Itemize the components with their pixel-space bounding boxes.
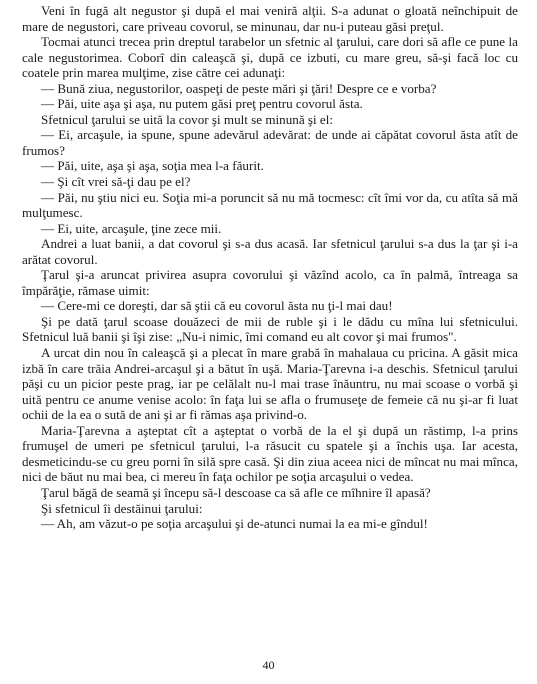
paragraph: — Ei, uite, arcaşule, ţine zece mii. — [41, 220, 222, 236]
paragraph: — Ei, arcaşule, ia spune, spune adevărul adevărat: de unde ai căpătat covorul ăsta atît de frumos? — [22, 127, 518, 158]
paragraph: Andrei a luat banii, a dat covorul şi s-a dus acasă. Iar sfetnicul ţarului s-a dus la ţar şi i-a arătat covorul. — [22, 236, 518, 267]
paragraph: — Păi, nu ştiu nici eu. Soţia mi-a poruncit să nu mă tocmesc: cît îmi vor da, cu atîta să mă mulţumesc. — [22, 189, 518, 221]
paragraph: Ţarul şi-a aruncat privirea asupra covorului şi văzînd acolo, ca în palmă, întreaga sa împărăţie, rămase uimit: — [22, 267, 518, 298]
paragraph: A urcat din nou în caleaşcă şi a plecat în mare grabă în mahalaua cu pricina. A găsit mica izbă în care trăia Andrei-arcaşul şi a bătut în uşă. Maria-Ţarevna i-a deschis. Sfetnicul ţarului păşi cu un picior peste prag, iar pe celălalt nu-l mai trase înăuntru, nu mai scoase o vorbă şi uită pentru ce anume venise acolo: în faţa lui se afla o frumuseţe de femeie că nu şi-ar fi luat ochii de la ea o sută de ani şi ar fi rămas aşa privind-o. — [22, 345, 518, 423]
paragraph: — Cere-mi ce doreşti, dar să ştii că eu covorul ăsta nu ţi-l mai dau! — [41, 298, 393, 314]
paragraph: — Păi, uite, aşa şi aşa, soţia mea l-a făurit. — [41, 158, 264, 174]
page-number: 40 — [262, 658, 275, 672]
paragraph: Şi pe dată ţarul scoase douăzeci de mii de ruble şi i le dădu cu mîna lui sfetnicului. Sfetnicul luă banii şi îşi zise: „Nu-i nimic, îmi comand eu alt covor şi mai frumos". — [22, 313, 518, 345]
paragraph: Sfetnicul ţarului se uită la covor şi mult se minună şi el: — [41, 111, 334, 127]
paragraph: Tocmai atunci trecea prin dreptul tarabelor un sfetnic al ţarului, care dori să afle ce pune la cale negustorimea. Coborî din caleaşcă şi, după ce izbuti, cu mare greu, să-şi facă loc cu coatele prin marea mulţime, zise către cei adunaţi: — [22, 34, 518, 81]
paragraph: — Bună ziua, negustorilor, oaspeţi de peste mări şi ţări! Despre ce e vorba? — [41, 80, 437, 96]
paragraph: Ţarul băgă de seamă şi începu să-l descoase ca să afle ce mîhnire îl apasă? — [41, 484, 431, 500]
paragraph: Maria-Ţarevna a aşteptat cît a aşteptat o vorbă de la el şi după un răstimp, l-a prins frumuşel de umeri pe sfetnicul ţarului, l-a răsucit cu spatele şi a închis uşa. Iar acesta, desmeticindu-se cu greu porni în silă spre casă. Şi din ziua aceea nici de mîncat nu mai mînca, nici de băut nu mai bea, ci mereu în faţa ochilor pe soţia arcaşului o vedea. — [22, 422, 518, 485]
paragraph: Şi sfetnicul îi destăinui ţarului: — [41, 500, 203, 516]
paragraph: — Păi, uite aşa şi aşa, nu putem găsi preţ pentru covorul ăsta. — [41, 96, 363, 112]
paragraph: Veni în fugă alt negustor şi după el mai veniră alţii. S-a adunat o gloată neînchipuit de mare de negustori, care priveau covorul, se minunau, dar nu-i puteau găsi preţul. — [22, 3, 518, 34]
paragraph: — Şi cît vrei să-ţi dau pe el? — [41, 174, 191, 190]
body-text — [22, 3, 518, 532]
paragraph: — Ah, am văzut-o pe soţia arcaşului şi de-atunci numai la ea mi-e gîndul! — [41, 516, 428, 532]
